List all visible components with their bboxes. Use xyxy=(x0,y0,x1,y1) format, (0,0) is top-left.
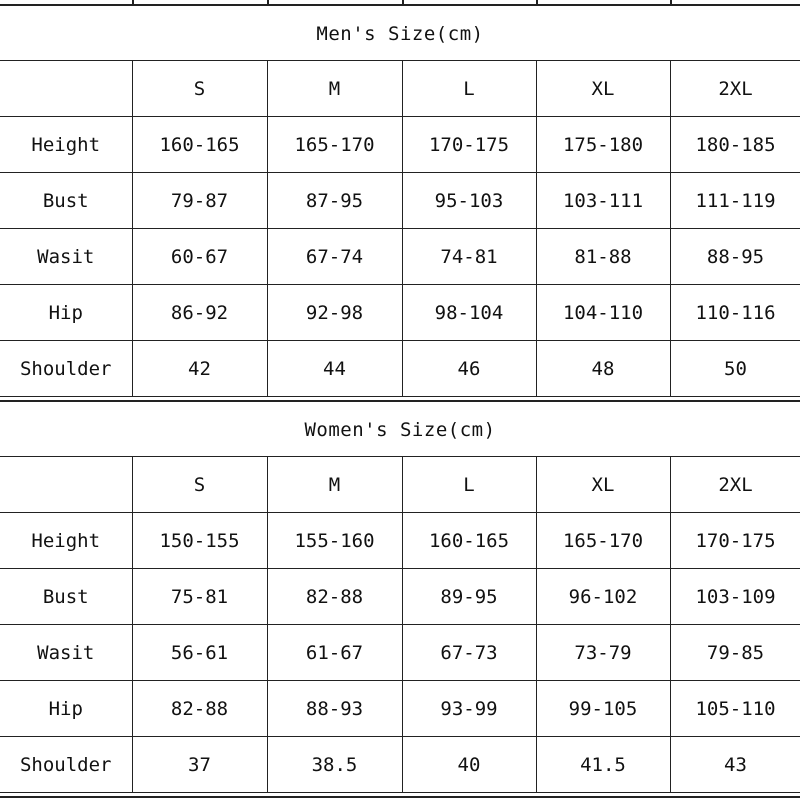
table-cell: 160-165 xyxy=(132,117,267,173)
men-size-table xyxy=(0,60,800,397)
men-row-shoulder xyxy=(0,341,800,397)
header-cell-s: S xyxy=(132,61,267,117)
table-cell: 41.5 xyxy=(536,737,670,793)
table-cell: 98-104 xyxy=(402,285,536,341)
header-cell-2xl: 2XL xyxy=(670,457,800,513)
table-cell: 89-95 xyxy=(402,569,536,625)
table-cell: 88-95 xyxy=(670,229,800,285)
table-cell: 104-110 xyxy=(536,285,670,341)
table-cell: 87-95 xyxy=(267,173,402,229)
header-cell-m: M xyxy=(267,457,402,513)
women-row-hip xyxy=(0,681,800,737)
table-cell: 67-73 xyxy=(402,625,536,681)
women-row-wasit xyxy=(0,625,800,681)
men-header-row xyxy=(0,61,800,117)
table-cell: 38.5 xyxy=(267,737,402,793)
row-label: Wasit xyxy=(0,625,132,681)
header-cell-empty xyxy=(0,457,132,513)
table-cell: 92-98 xyxy=(267,285,402,341)
table-cell: 103-111 xyxy=(536,173,670,229)
table-cell: 81-88 xyxy=(536,229,670,285)
table-cell: 79-85 xyxy=(670,625,800,681)
row-label: Height xyxy=(0,117,132,173)
women-row-shoulder xyxy=(0,737,800,793)
header-cell-l: L xyxy=(402,61,536,117)
table-cell: 103-109 xyxy=(670,569,800,625)
table-cell: 170-175 xyxy=(402,117,536,173)
men-row-hip xyxy=(0,285,800,341)
table-cell: 105-110 xyxy=(670,681,800,737)
row-label: Shoulder xyxy=(0,341,132,397)
table-cell: 155-160 xyxy=(267,513,402,569)
table-cell: 110-116 xyxy=(670,285,800,341)
row-label: Hip xyxy=(0,681,132,737)
table-cell: 56-61 xyxy=(132,625,267,681)
bottom-rule xyxy=(0,796,800,798)
table-cell: 44 xyxy=(267,341,402,397)
header-cell-s: S xyxy=(132,457,267,513)
table-cell: 180-185 xyxy=(670,117,800,173)
table-cell: 43 xyxy=(670,737,800,793)
table-cell: 170-175 xyxy=(670,513,800,569)
women-row-height xyxy=(0,513,800,569)
table-cell: 175-180 xyxy=(536,117,670,173)
row-label: Bust xyxy=(0,569,132,625)
men-size-title: Men's Size(cm) xyxy=(0,4,800,61)
table-cell: 165-170 xyxy=(267,117,402,173)
header-cell-empty xyxy=(0,61,132,117)
header-cell-m: M xyxy=(267,61,402,117)
table-cell: 95-103 xyxy=(402,173,536,229)
table-cell: 165-170 xyxy=(536,513,670,569)
header-cell-2xl: 2XL xyxy=(670,61,800,117)
table-cell: 74-81 xyxy=(402,229,536,285)
table-cell: 82-88 xyxy=(267,569,402,625)
men-row-wasit xyxy=(0,229,800,285)
men-row-height xyxy=(0,117,800,173)
table-cell: 50 xyxy=(670,341,800,397)
women-size-table xyxy=(0,456,800,793)
row-label: Bust xyxy=(0,173,132,229)
table-cell: 75-81 xyxy=(132,569,267,625)
table-cell: 88-93 xyxy=(267,681,402,737)
table-cell: 73-79 xyxy=(536,625,670,681)
row-label: Shoulder xyxy=(0,737,132,793)
women-size-title: Women's Size(cm) xyxy=(0,400,800,458)
table-cell: 160-165 xyxy=(402,513,536,569)
table-cell: 40 xyxy=(402,737,536,793)
table-cell: 93-99 xyxy=(402,681,536,737)
row-label: Height xyxy=(0,513,132,569)
table-cell: 82-88 xyxy=(132,681,267,737)
table-cell: 61-67 xyxy=(267,625,402,681)
table-cell: 46 xyxy=(402,341,536,397)
row-label: Hip xyxy=(0,285,132,341)
table-cell: 37 xyxy=(132,737,267,793)
row-label: Wasit xyxy=(0,229,132,285)
table-cell: 67-74 xyxy=(267,229,402,285)
table-cell: 42 xyxy=(132,341,267,397)
table-cell: 79-87 xyxy=(132,173,267,229)
women-header-row xyxy=(0,457,800,513)
header-cell-xl: XL xyxy=(536,457,670,513)
table-cell: 111-119 xyxy=(670,173,800,229)
table-cell: 48 xyxy=(536,341,670,397)
header-cell-l: L xyxy=(402,457,536,513)
table-cell: 86-92 xyxy=(132,285,267,341)
table-cell: 99-105 xyxy=(536,681,670,737)
table-cell: 96-102 xyxy=(536,569,670,625)
table-cell: 150-155 xyxy=(132,513,267,569)
table-cell: 60-67 xyxy=(132,229,267,285)
men-row-bust xyxy=(0,173,800,229)
women-row-bust xyxy=(0,569,800,625)
header-cell-xl: XL xyxy=(536,61,670,117)
